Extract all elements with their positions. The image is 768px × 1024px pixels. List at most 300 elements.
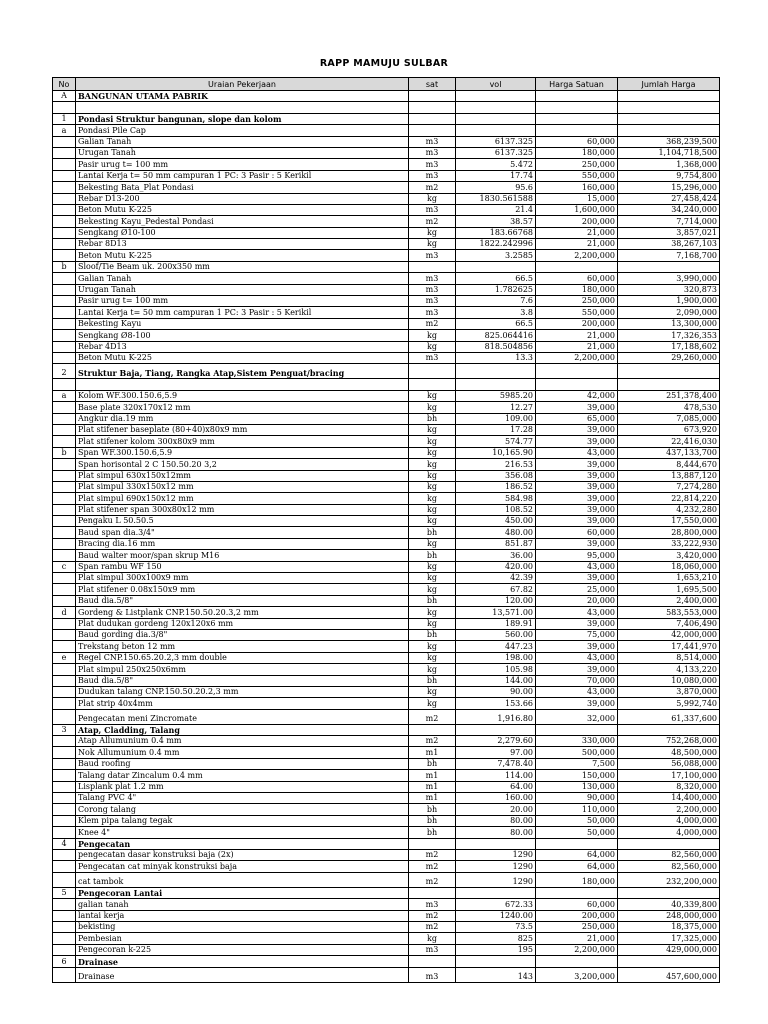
cell-harga-satuan: 3,200,000 (536, 967, 618, 982)
table-row (53, 216, 720, 227)
cell-no (53, 967, 76, 982)
cell-harga-satuan (536, 887, 618, 898)
cell-vol: 216.53 (456, 459, 536, 470)
table-row (53, 872, 720, 887)
cell-sat: kg (409, 459, 456, 470)
table-row (53, 815, 720, 826)
cell-sat: m3 (409, 159, 456, 170)
cell-jumlah-harga: 583,553,000 (618, 607, 720, 618)
cell-uraian: Beton Mutu K-225 (76, 352, 409, 363)
cell-harga-satuan: 39,000 (536, 664, 618, 675)
cell-no (53, 584, 76, 595)
cell-uraian: Bekesting Kayu (76, 318, 409, 329)
cell-no: d (53, 607, 76, 618)
table-row (53, 967, 720, 982)
header-vol: vol (456, 78, 536, 91)
cell-jumlah-harga: 1,653,210 (618, 573, 720, 584)
cell-sat (409, 838, 456, 849)
cell-harga-satuan: 39,000 (536, 516, 618, 527)
cell-vol: 5.472 (456, 159, 536, 170)
cell-uraian: Base plate 320x170x12 mm (76, 402, 409, 413)
cell-harga-satuan: 25,000 (536, 584, 618, 595)
table-row (53, 770, 720, 781)
cell-vol: 105.98 (456, 664, 536, 675)
cell-vol: 17.74 (456, 170, 536, 181)
cell-sat: bh (409, 758, 456, 769)
cell-vol: 42.39 (456, 573, 536, 584)
cell-uraian: Plat stifener kolom 300x80x9 mm (76, 436, 409, 447)
cell-jumlah-harga: 14,400,000 (618, 793, 720, 804)
cell-sat: bh (409, 629, 456, 640)
table-row (53, 296, 720, 307)
cell-no (53, 861, 76, 872)
cell-vol (456, 125, 536, 136)
cell-uraian: Pengecatan meni Zincromate (76, 709, 409, 724)
cell-uraian: Klem pipa talang tegak (76, 815, 409, 826)
cell-vol: 818.504856 (456, 341, 536, 352)
cell-jumlah-harga: 33,222,930 (618, 538, 720, 549)
cell-harga-satuan: 39,000 (536, 436, 618, 447)
table-row (53, 390, 720, 401)
cell-vol: 825 (456, 933, 536, 944)
cell-uraian: Sengkang Ø10-100 (76, 227, 409, 238)
cell-jumlah-harga: 3,870,000 (618, 686, 720, 697)
cell-uraian: Plat simpul 330x150x12 mm (76, 481, 409, 492)
cell-uraian: Sloof/Tie Beam uk. 200x350 mm (76, 261, 409, 272)
cell-no (53, 595, 76, 606)
cell-jumlah-harga: 752,268,000 (618, 736, 720, 747)
cell-no (53, 459, 76, 470)
cell-vol: 356.08 (456, 470, 536, 481)
cell-uraian: Pengaku L 50.50.5 (76, 516, 409, 527)
cell-jumlah-harga: 320,873 (618, 284, 720, 295)
cell-no (53, 793, 76, 804)
cell-harga-satuan (536, 956, 618, 967)
cell-uraian: Plat stifener 0.08x150x9 mm (76, 584, 409, 595)
cell-uraian: Rebar D13-200 (76, 193, 409, 204)
cell-jumlah-harga: 478,530 (618, 402, 720, 413)
cell-uraian: Bekesting Kayu_Pedestal Pondasi (76, 216, 409, 227)
table-row (53, 538, 720, 549)
table-row (53, 652, 720, 663)
cell-sat: kg (409, 607, 456, 618)
cell-jumlah-harga: 1,104,718,500 (618, 147, 720, 158)
cell-jumlah-harga: 34,240,000 (618, 204, 720, 215)
cell-vol: 64.00 (456, 781, 536, 792)
cell-no (53, 204, 76, 215)
cell-vol (456, 261, 536, 272)
cell-no (53, 850, 76, 861)
cell-jumlah-harga: 8,514,000 (618, 652, 720, 663)
cell-no (53, 641, 76, 652)
cell-jumlah-harga (618, 724, 720, 735)
table-row (53, 747, 720, 758)
cell-jumlah-harga: 5,992,740 (618, 698, 720, 709)
cell-vol: 160.00 (456, 793, 536, 804)
cell-uraian: Rebar 4D13 (76, 341, 409, 352)
cell-uraian: Beton Mutu K-225 (76, 250, 409, 261)
cell-uraian: Baud dia.5/8" (76, 675, 409, 686)
cell-no (53, 102, 76, 113)
table-row (53, 561, 720, 572)
cell-uraian: Drainase (76, 967, 409, 982)
cell-sat: m3 (409, 204, 456, 215)
cell-uraian: Pengecatan cat minyak konstruksi baja (76, 861, 409, 872)
cell-jumlah-harga: 29,260,000 (618, 352, 720, 363)
cell-harga-satuan: 60,000 (536, 899, 618, 910)
cell-no (53, 424, 76, 435)
cell-vol: 3.8 (456, 307, 536, 318)
cell-sat: m3 (409, 273, 456, 284)
cell-uraian: Baud walter moor/span skrup M16 (76, 550, 409, 561)
cell-sat: m3 (409, 307, 456, 318)
table-row (53, 899, 720, 910)
cell-vol: 66.5 (456, 318, 536, 329)
table-row (53, 607, 720, 618)
cell-jumlah-harga: 27,458,424 (618, 193, 720, 204)
cell-sat: kg (409, 698, 456, 709)
cell-harga-satuan: 39,000 (536, 618, 618, 629)
cell-no (53, 170, 76, 181)
cell-harga-satuan: 39,000 (536, 402, 618, 413)
cell-sat: kg (409, 402, 456, 413)
cell-uraian: Gordeng & Listplank CNP.150.50.20.3,2 mm (76, 607, 409, 618)
cell-harga-satuan: 180,000 (536, 284, 618, 295)
table-row (53, 136, 720, 147)
cell-jumlah-harga: 17,325,000 (618, 933, 720, 944)
table-row (53, 273, 720, 284)
cell-jumlah-harga: 22,416,030 (618, 436, 720, 447)
cell-uraian: Dudukan talang CNP.150.50.20.2,3 mm (76, 686, 409, 697)
cell-jumlah-harga (618, 113, 720, 124)
cell-vol: 114.00 (456, 770, 536, 781)
cell-no (53, 516, 76, 527)
cell-jumlah-harga: 437,133,700 (618, 447, 720, 458)
cell-uraian: Urugan Tanah (76, 284, 409, 295)
table-row (53, 470, 720, 481)
cell-uraian: Plat stifener span 300x80x12 mm (76, 504, 409, 515)
cell-no (53, 686, 76, 697)
cell-no (53, 910, 76, 921)
cell-jumlah-harga: 673,920 (618, 424, 720, 435)
cell-vol: 851.87 (456, 538, 536, 549)
cell-uraian: Corong talang (76, 804, 409, 815)
table-row (53, 352, 720, 363)
cell-jumlah-harga (618, 956, 720, 967)
table-row (53, 675, 720, 686)
cell-no: 1 (53, 113, 76, 124)
cell-sat (409, 956, 456, 967)
cell-harga-satuan: 39,000 (536, 641, 618, 652)
cell-uraian: Plat simpul 690x150x12 mm (76, 493, 409, 504)
table-row (53, 664, 720, 675)
cell-no (53, 227, 76, 238)
header-no: No (53, 78, 76, 91)
cell-uraian: Galian Tanah (76, 136, 409, 147)
cell-harga-satuan: 95,000 (536, 550, 618, 561)
cell-no: c (53, 561, 76, 572)
cell-uraian: Pondasi Struktur bangunan, slope dan kolom (76, 113, 409, 124)
cell-vol (456, 887, 536, 898)
cell-no: 6 (53, 956, 76, 967)
table-row (53, 182, 720, 193)
cell-harga-satuan: 160,000 (536, 182, 618, 193)
cell-no (53, 182, 76, 193)
table-row (53, 307, 720, 318)
cell-sat: kg (409, 516, 456, 527)
cell-jumlah-harga: 2,400,000 (618, 595, 720, 606)
table-body (53, 91, 720, 983)
cell-no (53, 296, 76, 307)
table-row (53, 944, 720, 955)
cell-harga-satuan: 39,000 (536, 481, 618, 492)
cell-sat: kg (409, 470, 456, 481)
cell-harga-satuan: 200,000 (536, 216, 618, 227)
cell-sat: m3 (409, 967, 456, 982)
cell-sat: kg (409, 641, 456, 652)
cell-uraian (76, 102, 409, 113)
cell-jumlah-harga: 1,695,500 (618, 584, 720, 595)
cell-no (53, 493, 76, 504)
cell-vol: 67.82 (456, 584, 536, 595)
table-row (53, 504, 720, 515)
table-row (53, 436, 720, 447)
cell-harga-satuan: 180,000 (536, 147, 618, 158)
cell-harga-satuan: 2,200,000 (536, 352, 618, 363)
cell-jumlah-harga: 17,441,970 (618, 641, 720, 652)
cell-sat: kg (409, 436, 456, 447)
cell-no (53, 527, 76, 538)
cell-harga-satuan: 500,000 (536, 747, 618, 758)
cell-sat: kg (409, 481, 456, 492)
cell-harga-satuan: 330,000 (536, 736, 618, 747)
cell-jumlah-harga: 13,300,000 (618, 318, 720, 329)
cell-vol: 189.91 (456, 618, 536, 629)
cell-no (53, 872, 76, 887)
cell-vol: 120.00 (456, 595, 536, 606)
cell-uraian: Pengecatan (76, 838, 409, 849)
cell-sat: m3 (409, 136, 456, 147)
cell-harga-satuan: 7,500 (536, 758, 618, 769)
cell-vol: 2,279.60 (456, 736, 536, 747)
cell-uraian: Atap Allumunium 0.4 mm (76, 736, 409, 747)
cell-no: b (53, 447, 76, 458)
cell-no (53, 664, 76, 675)
cell-jumlah-harga (618, 838, 720, 849)
table-row (53, 641, 720, 652)
cell-vol: 6137.325 (456, 147, 536, 158)
cell-harga-satuan: 21,000 (536, 227, 618, 238)
table-row (53, 698, 720, 709)
cell-vol: 1290 (456, 861, 536, 872)
cell-sat: kg (409, 227, 456, 238)
cell-uraian: Nok Allumunium 0.4 mm (76, 747, 409, 758)
cell-harga-satuan (536, 379, 618, 390)
table-row (53, 193, 720, 204)
cell-jumlah-harga: 4,000,000 (618, 815, 720, 826)
cell-no (53, 921, 76, 932)
cell-vol (456, 113, 536, 124)
cell-no (53, 273, 76, 284)
cell-jumlah-harga: 18,375,000 (618, 921, 720, 932)
table-row (53, 516, 720, 527)
cell-harga-satuan: 43,000 (536, 652, 618, 663)
cell-no (53, 804, 76, 815)
cell-jumlah-harga: 7,274,280 (618, 481, 720, 492)
cell-no (53, 698, 76, 709)
cell-no (53, 352, 76, 363)
cell-jumlah-harga: 15,296,000 (618, 182, 720, 193)
cell-no: 2 (53, 364, 76, 379)
table-row (53, 736, 720, 747)
cell-vol: 90.00 (456, 686, 536, 697)
cell-vol: 21.4 (456, 204, 536, 215)
cell-vol: 195 (456, 944, 536, 955)
cell-jumlah-harga: 17,188,602 (618, 341, 720, 352)
cell-uraian: Urugan Tanah (76, 147, 409, 158)
cell-no (53, 675, 76, 686)
cell-sat: kg (409, 330, 456, 341)
table-row (53, 827, 720, 838)
cell-harga-satuan: 39,000 (536, 459, 618, 470)
cell-uraian: Galian Tanah (76, 273, 409, 284)
table-row (53, 686, 720, 697)
cell-vol: 17.28 (456, 424, 536, 435)
table-row (53, 459, 720, 470)
cell-vol (456, 956, 536, 967)
cell-vol: 825.064416 (456, 330, 536, 341)
cell-sat: kg (409, 561, 456, 572)
cell-harga-satuan: 250,000 (536, 921, 618, 932)
cell-vol: 420.00 (456, 561, 536, 572)
cell-no (53, 538, 76, 549)
cell-vol: 80.00 (456, 827, 536, 838)
cell-jumlah-harga: 22,814,220 (618, 493, 720, 504)
cell-harga-satuan: 43,000 (536, 607, 618, 618)
cell-harga-satuan (536, 724, 618, 735)
cell-uraian: Pengecoran k-225 (76, 944, 409, 955)
cell-harga-satuan: 39,000 (536, 573, 618, 584)
cell-vol: 73.5 (456, 921, 536, 932)
cell-jumlah-harga: 7,085,000 (618, 413, 720, 424)
cell-uraian: Span horisontal 2 C 150.50.20 3,2 (76, 459, 409, 470)
cell-vol: 66.5 (456, 273, 536, 284)
cell-no (53, 136, 76, 147)
cell-no (53, 618, 76, 629)
table-row (53, 709, 720, 724)
cell-no (53, 758, 76, 769)
cell-sat: m2 (409, 861, 456, 872)
cell-uraian: Talang datar Zincalum 0.4 mm (76, 770, 409, 781)
cell-sat: m3 (409, 284, 456, 295)
cell-no (53, 770, 76, 781)
cell-jumlah-harga (618, 379, 720, 390)
cell-harga-satuan: 20,000 (536, 595, 618, 606)
cell-vol: 80.00 (456, 815, 536, 826)
cell-vol: 36.00 (456, 550, 536, 561)
cell-harga-satuan: 43,000 (536, 561, 618, 572)
cell-sat (409, 102, 456, 113)
table-row (53, 850, 720, 861)
table-row (53, 318, 720, 329)
cell-harga-satuan: 70,000 (536, 675, 618, 686)
cell-no (53, 147, 76, 158)
cell-sat: m3 (409, 899, 456, 910)
cell-sat: kg (409, 664, 456, 675)
cell-sat: kg (409, 686, 456, 697)
cell-no (53, 736, 76, 747)
cell-sat: kg (409, 584, 456, 595)
cell-uraian: Beton Mutu K-225 (76, 204, 409, 215)
table-row (53, 284, 720, 295)
cell-harga-satuan: 550,000 (536, 170, 618, 181)
section-row (53, 724, 720, 735)
section-row (53, 838, 720, 849)
cell-uraian: Span rambu WF 150 (76, 561, 409, 572)
cell-uraian: Plat simpul 630x150x12mm (76, 470, 409, 481)
cell-jumlah-harga: 232,200,000 (618, 872, 720, 887)
cell-uraian: Plat stifener baseplate (80+40)x80x9 mm (76, 424, 409, 435)
cell-vol: 6137.325 (456, 136, 536, 147)
cell-vol: 13,571.00 (456, 607, 536, 618)
cell-jumlah-harga: 10,080,000 (618, 675, 720, 686)
cell-jumlah-harga: 38,267,103 (618, 239, 720, 250)
table-row (53, 629, 720, 640)
cell-sat: m1 (409, 793, 456, 804)
table-row (53, 793, 720, 804)
cell-vol: 97.00 (456, 747, 536, 758)
cell-vol: 20.00 (456, 804, 536, 815)
cell-uraian: Lantai Kerja t= 50 mm campuran 1 PC: 3 Pasir : 5 Kerikil (76, 307, 409, 318)
cell-jumlah-harga: 17,100,000 (618, 770, 720, 781)
cell-harga-satuan: 200,000 (536, 910, 618, 921)
cell-no: A (53, 91, 76, 102)
table-row (53, 933, 720, 944)
cell-harga-satuan: 50,000 (536, 815, 618, 826)
cell-no (53, 573, 76, 584)
cell-sat: m3 (409, 296, 456, 307)
section-row (53, 113, 720, 124)
rab-table (52, 77, 720, 983)
cell-sat: bh (409, 550, 456, 561)
cell-jumlah-harga: 9,754,800 (618, 170, 720, 181)
table-row (53, 102, 720, 113)
cell-uraian: Plat simpul 300x100x9 mm (76, 573, 409, 584)
table-row (53, 804, 720, 815)
cell-harga-satuan: 180,000 (536, 872, 618, 887)
cell-sat: m2 (409, 709, 456, 724)
cell-harga-satuan: 32,000 (536, 709, 618, 724)
cell-vol (456, 102, 536, 113)
cell-vol: 5985.20 (456, 390, 536, 401)
cell-vol: 1290 (456, 872, 536, 887)
cell-uraian: cat tambok (76, 872, 409, 887)
cell-uraian: Plat simpul 250x250x6mm (76, 664, 409, 675)
cell-uraian: Trekstang beton 12 mm (76, 641, 409, 652)
cell-sat: m2 (409, 318, 456, 329)
cell-harga-satuan: 130,000 (536, 781, 618, 792)
cell-sat: m2 (409, 910, 456, 921)
cell-sat: bh (409, 815, 456, 826)
cell-vol: 12.27 (456, 402, 536, 413)
cell-uraian: Baud roofing (76, 758, 409, 769)
cell-uraian: Pasir urug t= 100 mm (76, 296, 409, 307)
cell-uraian: galian tanah (76, 899, 409, 910)
cell-jumlah-harga: 82,560,000 (618, 850, 720, 861)
cell-sat: m2 (409, 872, 456, 887)
cell-uraian: Struktur Baja, Tiang, Rangka Atap,Sistem Penguat/bracing (76, 364, 409, 379)
table-row (53, 758, 720, 769)
